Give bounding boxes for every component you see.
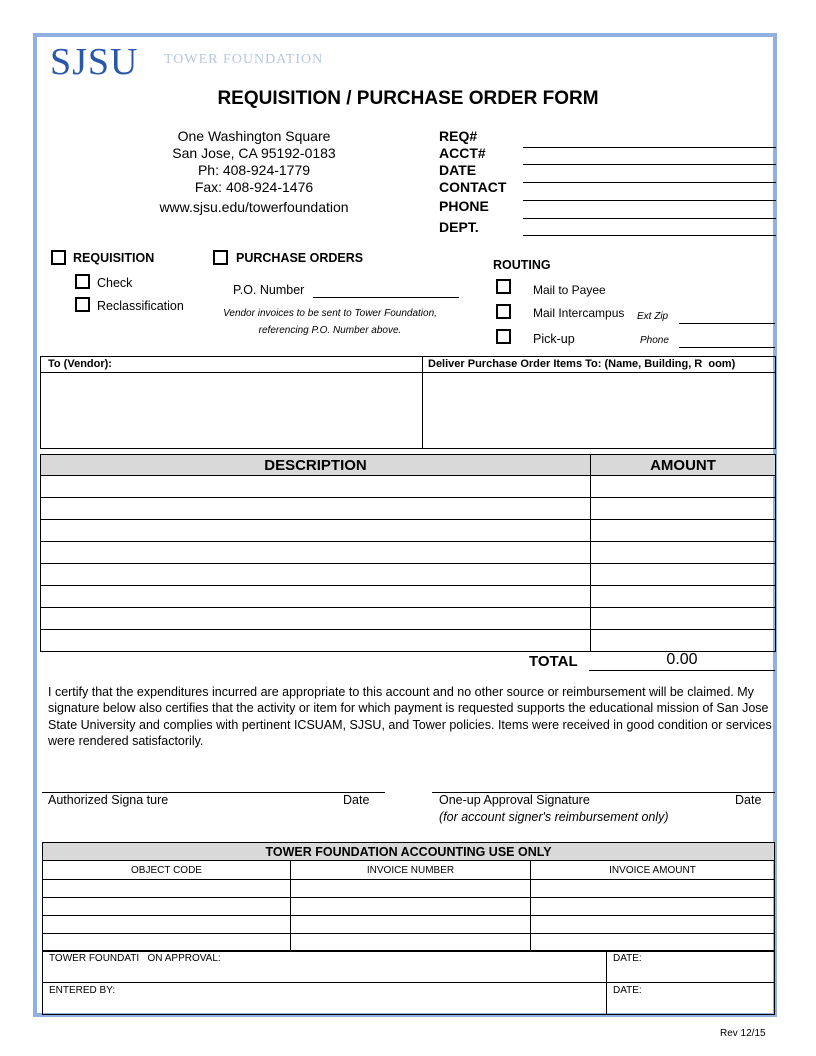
ext-zip-label: Ext Zip bbox=[637, 311, 669, 322]
amount-cell[interactable] bbox=[591, 586, 776, 608]
invoice-amount-cell[interactable] bbox=[531, 898, 775, 916]
date-field[interactable] bbox=[523, 182, 776, 183]
requisition-checkbox[interactable] bbox=[51, 250, 66, 265]
description-cell[interactable] bbox=[41, 520, 591, 542]
vendor-delivery-divider bbox=[422, 357, 423, 448]
invoice-number-cell[interactable] bbox=[291, 880, 531, 898]
description-header: DESCRIPTION bbox=[41, 455, 591, 476]
description-cell[interactable] bbox=[41, 476, 591, 498]
phone-field[interactable] bbox=[523, 218, 776, 219]
pickup-checkbox[interactable] bbox=[496, 329, 511, 344]
accounting-title-row bbox=[43, 843, 775, 861]
dept-label: DEPT. bbox=[439, 219, 479, 235]
dept-field[interactable] bbox=[523, 235, 776, 236]
authorized-date-label: Date bbox=[343, 793, 370, 807]
accounting-title: TOWER FOUNDATION ACCOUNTING USE ONLY bbox=[43, 843, 775, 861]
table-row bbox=[43, 916, 775, 934]
object-code-cell[interactable] bbox=[43, 916, 291, 934]
to-vendor-label: To (Vendor): bbox=[48, 358, 112, 370]
table-row bbox=[41, 476, 776, 498]
amount-cell[interactable] bbox=[591, 564, 776, 586]
table-row bbox=[43, 898, 775, 916]
phone-label: PHONE bbox=[439, 198, 489, 214]
deliver-to-field[interactable] bbox=[424, 373, 775, 448]
amount-cell[interactable] bbox=[591, 520, 776, 542]
total-value[interactable]: 0.00 bbox=[589, 651, 775, 671]
entered-date-field[interactable]: DATE: bbox=[607, 983, 775, 1015]
contact-field[interactable] bbox=[523, 200, 776, 201]
oneup-note: (for account signer's reimbursement only) bbox=[439, 810, 669, 824]
table-row bbox=[43, 880, 775, 898]
address-line1: One Washington Square bbox=[177, 128, 331, 144]
object-code-header: OBJECT CODE bbox=[43, 861, 291, 880]
invoice-number-cell[interactable] bbox=[291, 898, 531, 916]
table-row bbox=[41, 586, 776, 608]
vendor-field[interactable] bbox=[42, 373, 421, 448]
table-row bbox=[43, 934, 775, 952]
items-table-header bbox=[41, 455, 776, 476]
address-line2: San Jose, CA 95192-0183 bbox=[172, 145, 336, 161]
contact-label: CONTACT bbox=[439, 179, 507, 195]
oneup-date-label: Date bbox=[735, 793, 762, 807]
ext-zip-field[interactable] bbox=[679, 323, 775, 324]
check-label: Check bbox=[97, 276, 133, 290]
tower-foundation-logo-text: TOWER FOUNDATION bbox=[164, 52, 324, 67]
req-label: REQ# bbox=[439, 128, 478, 144]
accounting-table bbox=[42, 842, 775, 952]
mail-intercampus-checkbox[interactable] bbox=[496, 304, 511, 319]
object-code-cell[interactable] bbox=[43, 898, 291, 916]
total-label: TOTAL bbox=[529, 653, 578, 670]
amount-cell[interactable] bbox=[591, 476, 776, 498]
table-row bbox=[41, 630, 776, 652]
vendor-delivery-box bbox=[40, 356, 776, 449]
table-row bbox=[41, 520, 776, 542]
description-cell[interactable] bbox=[41, 608, 591, 630]
routing-phone-field[interactable] bbox=[679, 347, 775, 348]
purchase-orders-checkbox[interactable] bbox=[213, 250, 228, 265]
invoice-amount-header: INVOICE AMOUNT bbox=[531, 861, 775, 880]
tower-approval-field[interactable]: TOWER FOUNDATI ON APPROVAL: bbox=[43, 951, 607, 983]
amount-cell[interactable] bbox=[591, 608, 776, 630]
invoice-amount-cell[interactable] bbox=[531, 880, 775, 898]
pickup-label: Pick-up bbox=[533, 332, 575, 346]
routing-label: ROUTING bbox=[493, 258, 551, 272]
vendor-invoice-note1: Vendor invoices to be sent to Tower Foundation, bbox=[223, 308, 437, 319]
invoice-number-cell[interactable] bbox=[291, 934, 531, 952]
description-cell[interactable] bbox=[41, 630, 591, 652]
acct-field[interactable] bbox=[523, 164, 776, 165]
amount-cell[interactable] bbox=[591, 542, 776, 564]
entered-by-field[interactable]: ENTERED BY: bbox=[43, 983, 607, 1015]
description-cell[interactable] bbox=[41, 542, 591, 564]
purchase-orders-label: PURCHASE ORDERS bbox=[236, 251, 364, 265]
authorized-signature-label: Authorized Signa ture bbox=[48, 793, 169, 807]
description-cell[interactable] bbox=[41, 498, 591, 520]
table-row bbox=[41, 564, 776, 586]
table-row bbox=[41, 498, 776, 520]
invoice-number-cell[interactable] bbox=[291, 916, 531, 934]
reclassification-checkbox[interactable] bbox=[75, 297, 90, 312]
date-label: DATE bbox=[439, 162, 477, 178]
mail-to-payee-label: Mail to Payee bbox=[533, 283, 606, 297]
mail-to-payee-checkbox[interactable] bbox=[496, 279, 511, 294]
certification-text: I certify that the expenditures incurred are appropriate to this account and no other source or reimbursement will be claimed. My signature below also certifies that the activity or item for which payment is requested supports the educational mission of San Jose State University and complies with pertinent ICSUAM, SJSU, and Tower policies. Items were received in good condition or services were rendered satisfactorily. bbox=[48, 685, 772, 748]
object-code-cell[interactable] bbox=[43, 880, 291, 898]
approval-table bbox=[42, 950, 775, 1015]
items-table bbox=[40, 454, 776, 652]
req-field[interactable] bbox=[523, 147, 776, 148]
revision-label: Rev 12/15 bbox=[720, 1028, 766, 1039]
form-title: REQUISITION / PURCHASE ORDER FORM bbox=[217, 88, 599, 109]
deliver-to-label: Deliver Purchase Order Items To: (Name, Building, R oom) bbox=[428, 358, 736, 370]
po-number-field[interactable] bbox=[313, 297, 459, 298]
reclassification-label: Reclassification bbox=[97, 299, 184, 313]
requisition-label: REQUISITION bbox=[73, 251, 155, 265]
invoice-amount-cell[interactable] bbox=[531, 934, 775, 952]
invoice-number-header: INVOICE NUMBER bbox=[291, 861, 531, 880]
vendor-invoice-note2: referencing P.O. Number above. bbox=[258, 325, 402, 336]
table-row bbox=[41, 542, 776, 564]
routing-phone-label: Phone bbox=[640, 335, 669, 346]
oneup-signature-label: One-up Approval Signature bbox=[439, 793, 590, 807]
description-cell[interactable] bbox=[41, 564, 591, 586]
amount-cell[interactable] bbox=[591, 630, 776, 652]
object-code-cell[interactable] bbox=[43, 934, 291, 952]
po-number-label: P.O. Number bbox=[233, 283, 305, 297]
mail-intercampus-label: Mail Intercampus bbox=[533, 306, 625, 320]
approval-date-field[interactable]: DATE: bbox=[607, 951, 775, 983]
address-fax: Fax: 408-924-1476 bbox=[194, 179, 314, 195]
invoice-amount-cell[interactable] bbox=[531, 916, 775, 934]
table-row bbox=[41, 608, 776, 630]
amount-cell[interactable] bbox=[591, 498, 776, 520]
address-phone: Ph: 408-924-1779 bbox=[197, 162, 311, 178]
accounting-header-row bbox=[43, 861, 775, 880]
entered-by-row bbox=[43, 983, 775, 1015]
sjsu-logo: SJSU bbox=[50, 41, 139, 83]
approval-row bbox=[43, 951, 775, 983]
acct-label: ACCT# bbox=[439, 145, 486, 161]
amount-header: AMOUNT bbox=[591, 455, 776, 476]
check-checkbox[interactable] bbox=[75, 274, 90, 289]
address-web: www.sjsu.edu/towerfoundation bbox=[159, 199, 349, 215]
description-cell[interactable] bbox=[41, 586, 591, 608]
